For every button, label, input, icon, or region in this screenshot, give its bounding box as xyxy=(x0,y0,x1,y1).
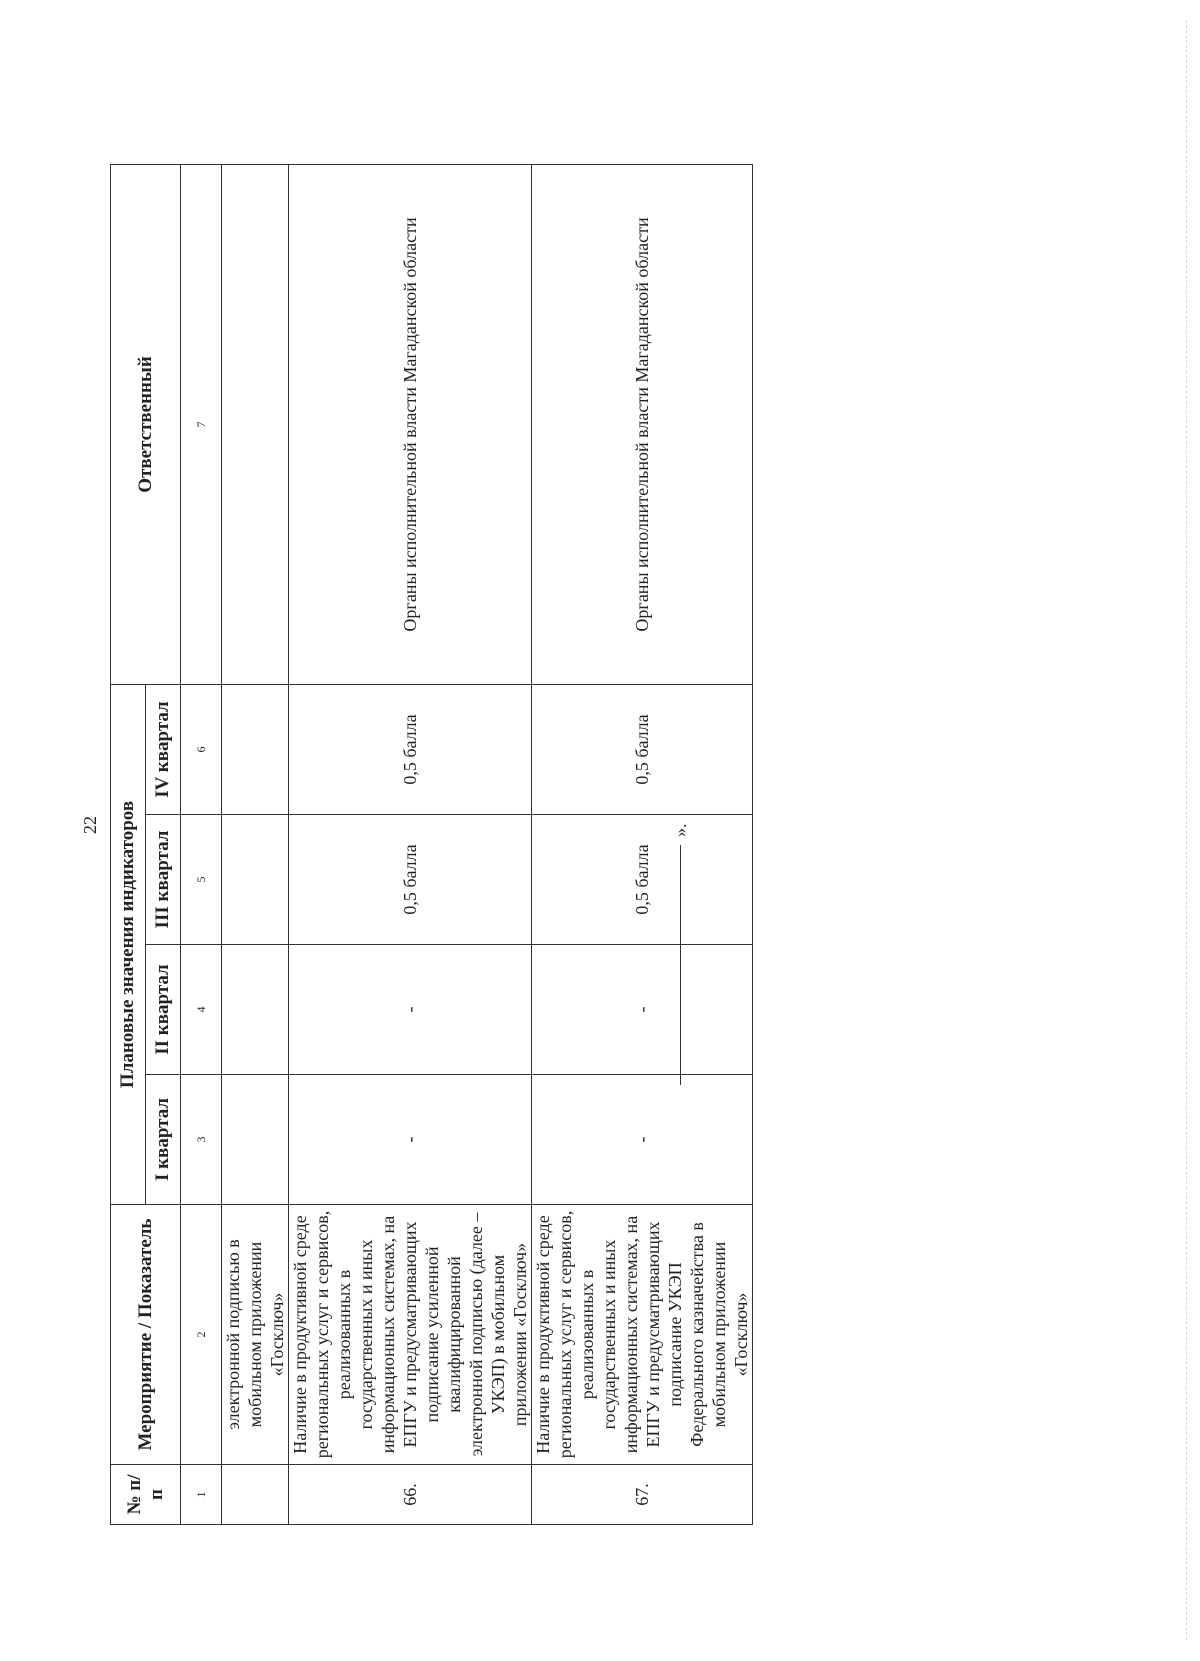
row-number: 67. xyxy=(532,1465,753,1525)
row-q2: - xyxy=(532,945,753,1075)
row-q4: 0,5 балла xyxy=(532,684,753,814)
header-q1: I квартал xyxy=(146,1075,181,1205)
header-planned: Плановые значения индикаторов xyxy=(111,684,146,1204)
header-q3: III квартал xyxy=(146,815,181,945)
continuation-q4-cell xyxy=(222,684,289,814)
row-text: Наличие в продуктивной среде региональных услуг и сервисов, реализованных в государственных и иных информационных системах, на ЕПГУ и предусматривающих подписание УКЭП Федерального казначейства в мобильном приложении «Госключ» xyxy=(532,1205,753,1465)
row-responsible: Органы исполнительной власти Магаданской области xyxy=(532,164,753,684)
row-q1: - xyxy=(532,1075,753,1205)
closing-block xyxy=(670,785,710,1085)
continuation-no-cell xyxy=(222,1465,289,1525)
header-no: № п/п xyxy=(111,1465,181,1525)
continuation-q2-cell xyxy=(222,945,289,1075)
column-number: 2 xyxy=(181,1205,222,1465)
header-q4: IV квартал xyxy=(146,684,181,814)
header-q2: II квартал xyxy=(146,945,181,1075)
closing-line xyxy=(680,845,681,1085)
header-measure: Мероприятие / Показатель xyxy=(111,1205,181,1465)
column-number: 4 xyxy=(181,945,222,1075)
column-number: 3 xyxy=(181,1075,222,1205)
row-q1: - xyxy=(289,1075,532,1205)
row-q4: 0,5 балла xyxy=(289,684,532,814)
closing-mark: ». xyxy=(670,823,690,837)
column-number: 5 xyxy=(181,815,222,945)
scan-edge xyxy=(1186,20,1187,1640)
table-row xyxy=(289,164,532,1524)
header-responsible: Ответственный xyxy=(111,164,181,684)
indicator-table xyxy=(110,164,753,1525)
row-q3: 0,5 балла xyxy=(289,815,532,945)
continuation-responsible-cell xyxy=(222,164,289,684)
column-number: 6 xyxy=(181,684,222,814)
row-text: Наличие в продуктивной среде региональных услуг и сервисов, реализованных в государственных и иных информационных системах, на ЕПГУ и предусматривающих подписание усиленной квалифицированной электронной подписью (далее – УКЭП) в мобильном приложении «Госключ» xyxy=(289,1205,532,1465)
row-number: 66. xyxy=(289,1465,532,1525)
page-number: 22 xyxy=(80,816,100,834)
header-row-1 xyxy=(111,164,146,1524)
column-number-row xyxy=(181,164,222,1524)
row-q3: 0,5 балла xyxy=(532,815,753,945)
column-number: 7 xyxy=(181,164,222,684)
table-row xyxy=(532,164,753,1524)
row-responsible: Органы исполнительной власти Магаданской области xyxy=(289,164,532,684)
rotated-page-content xyxy=(110,165,1170,1525)
continuation-q1-cell xyxy=(222,1075,289,1205)
row-q2: - xyxy=(289,945,532,1075)
continuation-q3-cell xyxy=(222,815,289,945)
column-number: 1 xyxy=(181,1465,222,1525)
continuation-row xyxy=(222,164,289,1524)
continuation-text: электронной подписью в мобильном приложении «Госключ» xyxy=(222,1205,289,1465)
